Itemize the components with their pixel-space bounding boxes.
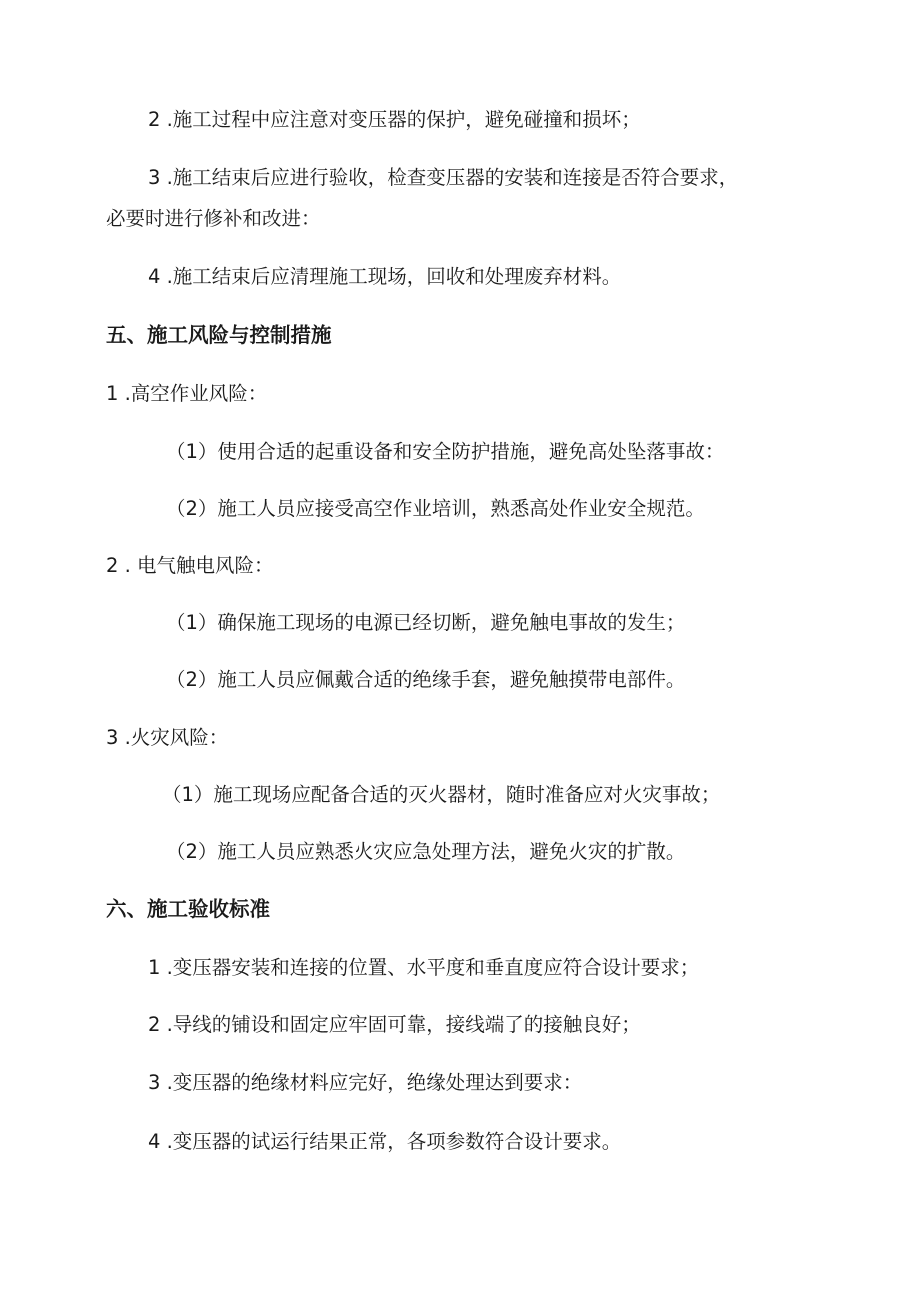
risk-measure-fire-1: （1）施工现场应配备合适的灭火器材，随时准备应对火灾事故； xyxy=(162,783,721,806)
risk-title-height-work: 1 .高空作业风险： xyxy=(106,382,268,405)
acceptance-criterion-3: 3 .变压器的绝缘材料应完好，绝缘处理达到要求： xyxy=(148,1071,583,1094)
construction-note-3-line2: 必要时进行修补和改进： xyxy=(106,207,321,230)
section-heading-risk-control: 五、施工风险与控制措施 xyxy=(106,323,332,347)
construction-note-3-line1: 3 .施工结束后应进行验收，检查变压器的安装和连接是否符合要求， xyxy=(148,166,739,189)
risk-measure-electric-1: （1）确保施工现场的电源已经切断，避免触电事故的发生； xyxy=(166,611,686,634)
construction-note-4: 4 .施工结束后应清理施工现场，回收和处理废弃材料。 xyxy=(148,265,622,288)
risk-measure-height-1: （1）使用合适的起重设备和安全防护措施，避免高处坠落事故： xyxy=(166,440,725,463)
risk-measure-fire-2: （2）施工人员应熟悉火灾应急处理方法，避免火灾的扩散。 xyxy=(166,840,686,863)
risk-title-fire: 3 .火灾风险： xyxy=(106,726,229,749)
construction-note-2: 2 .施工过程中应注意对变压器的保护，避免碰撞和损坏； xyxy=(148,108,641,131)
acceptance-criterion-4: 4 .变压器的试运行结果正常，各项参数符合设计要求。 xyxy=(148,1130,622,1153)
acceptance-criterion-1: 1 .变压器安装和连接的位置、水平度和垂直度应符合设计要求； xyxy=(148,956,700,979)
risk-measure-electric-2: （2）施工人员应佩戴合适的绝缘手套，避免触摸带电部件。 xyxy=(166,668,686,691)
risk-title-electric-shock: 2 . 电气触电风险： xyxy=(106,554,274,577)
section-heading-acceptance: 六、施工验收标准 xyxy=(106,897,270,921)
risk-measure-height-2: （2）施工人员应接受高空作业培训，熟悉高处作业安全规范。 xyxy=(166,497,705,520)
acceptance-criterion-2: 2 .导线的铺设和固定应牢固可靠，接线端了的接触良好； xyxy=(148,1013,641,1036)
